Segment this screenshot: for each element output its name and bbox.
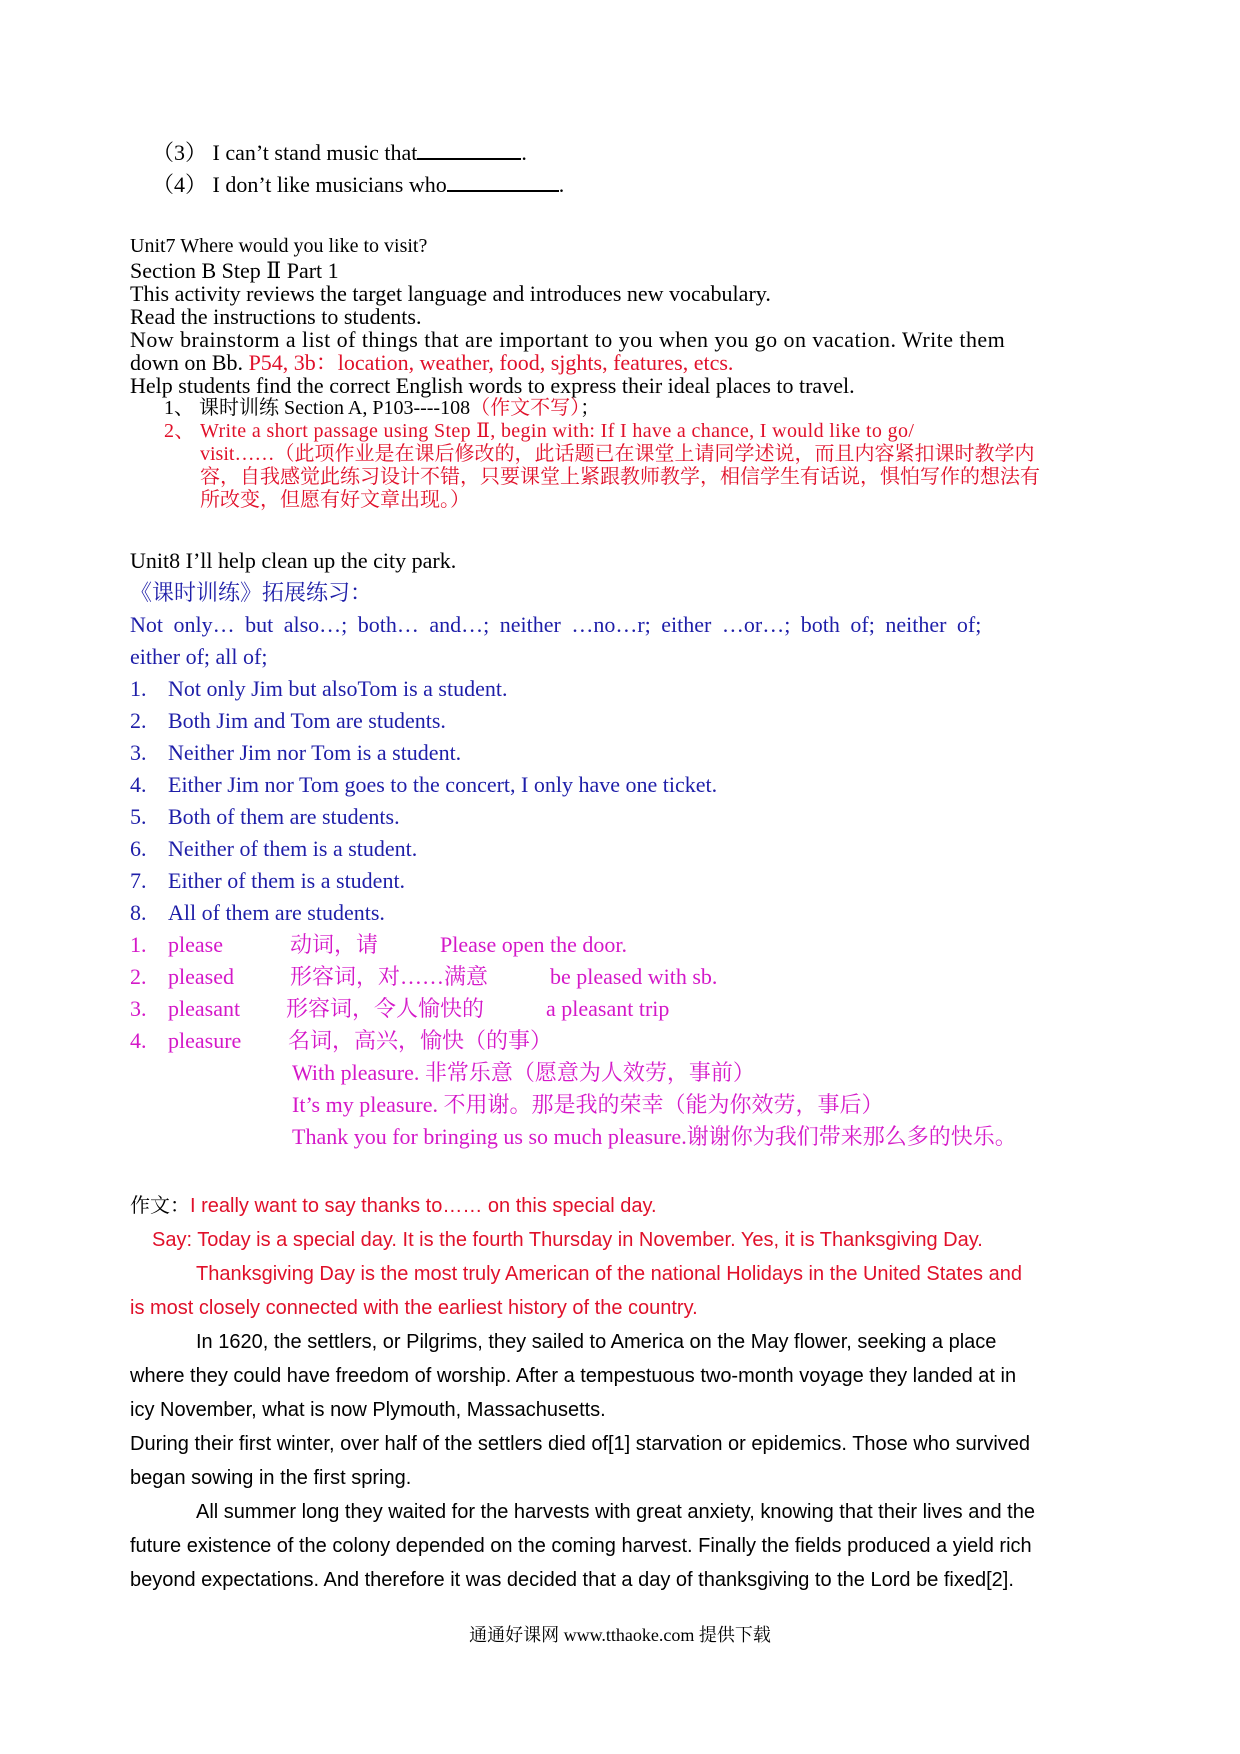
sentence-number: 7. [130,868,147,893]
word-example: Please open the door. [440,932,627,957]
word-row [130,966,1030,992]
essay-say: Say: Today is a special day. It is the fourth Thursday in November. Yes, it is Thanksgiving Day. [152,1229,983,1251]
word-meaning: 动词，请 [290,932,379,957]
sentence-text: Both of them are students. [168,804,400,829]
example-sentence [130,902,385,924]
example-sentence [130,742,461,764]
essay-paragraph: is most closely connected with the earliest history of the country. [130,1297,698,1319]
essay-prompt-text: I really want to say thanks to…… on this special day. [190,1195,657,1217]
sentence-number: 3. [130,740,147,765]
essay-paragraph: future existence of the colony depended on the coming harvest. Finally the fields produced a yield rich [130,1535,1032,1557]
example-sentence [130,806,400,828]
sentence-text: Either Jim nor Tom goes to the concert, I only have one ticket. [168,772,718,797]
example-sentence [130,838,417,860]
homework-item-cont: 所改变，但愿有好文章出现。） [200,489,470,511]
sentence-text: Neither Jim nor Tom is a student. [168,740,462,765]
word-meaning: 形容词，令人愉快的 [286,996,485,1021]
word: pleased [168,964,234,989]
sentence-text: Either of them is a student. [168,868,406,893]
page-footer: 通通好课网 www.tthaoke.com 提供下载 [469,1625,771,1645]
word-meaning: 形容词，对……满意 [290,964,489,989]
homework-text: 1、 课时训练 Section A, P103----108 [164,397,471,419]
word-number: 4. [130,1028,147,1053]
unit7-line: Read the instructions to students. [130,304,422,329]
essay-paragraph: All summer long they waited for the harvests with great anxiety, knowing that their lives and the [196,1501,1035,1523]
sentence-number: 6. [130,836,147,861]
practice-heading: 《课时训练》拓展练习： [130,580,373,605]
essay-label: 作文： [130,1195,190,1217]
item-text: I don’t like musicians who [212,172,447,197]
example-sentence [130,710,446,732]
example-sentence [130,678,507,700]
word-number: 3. [130,996,147,1021]
essay-paragraph: During their first winter, over half of the settlers died of[1] starvation or epidemics. Those who survived [130,1433,1031,1455]
sentence-number: 5. [130,804,147,829]
essay-paragraph: Thanksgiving Day is the most truly American of the national Holidays in the United States and [196,1263,1022,1285]
essay-prompt [130,1196,657,1216]
unit7-text: down on Bb. [130,350,244,375]
unit7-line: This activity reviews the target language and introduces new vocabulary. [130,281,771,306]
sentence-number: 4. [130,772,147,797]
pattern-list: Not only… but also…; both… and…; neither …no…r; either …or…; both of; neither of; [130,612,982,637]
word-meaning: 名词，高兴，愉快（的事） [288,1028,553,1053]
answer-blank[interactable] [417,136,521,160]
homework-item [164,398,600,418]
pleasure-phrase: With pleasure. 非常乐意（愿意为人效劳，事前） [292,1060,755,1085]
sentence-text: Not only Jim but alsoTom is a student. [168,676,508,701]
fill-in-item [152,168,564,196]
item-end: . [558,172,565,197]
word-number: 1. [130,932,147,957]
sentence-number: 8. [130,900,147,925]
pattern-list: either of; all of; [130,644,268,669]
essay-paragraph: In 1620, the settlers, or Pilgrims, they sailed to America on the May flower, seeking a place [196,1331,997,1353]
unit7-highlight: P54, 3b：location, weather, food, sjghts, features, etcs. [248,350,734,375]
word-example: be pleased with sb. [550,964,718,989]
unit7-line [130,352,733,374]
homework-item-cont: 容，自我感觉此练习设计不错，只要课堂上紧跟教师教学，相信学生有话说，惧怕写作的想法有 [200,466,1040,488]
fill-in-item [152,136,527,164]
example-sentence [130,774,717,796]
word-row [130,1030,1030,1056]
item-text: I can’t stand music that [212,140,418,165]
sentence-number: 1. [130,676,147,701]
sentence-text: Neither of them is a student. [168,836,418,861]
homework-note: （作文不写） [470,397,581,419]
word-row [130,998,1030,1024]
unit7-line: Now brainstorm a list of things that are important to you when you go on vacation. Write them [130,327,1006,352]
essay-paragraph: where they could have freedom of worship. After a tempestuous two-month voyage they landed at in [130,1365,1017,1387]
essay-paragraph: icy November, what is now Plymouth, Massachusetts. [130,1399,606,1421]
essay-paragraph: began sowing in the first spring. [130,1467,412,1489]
word: pleasant [168,996,241,1021]
sentence-text: Both Jim and Tom are students. [168,708,446,733]
homework-item: 2、 Write a short passage using Step Ⅱ, begin with: If I have a chance, I would like to go/ [164,420,915,442]
unit7-line: Help students find the correct English words to express their ideal places to travel. [130,373,855,398]
essay-paragraph: beyond expectations. And therefore it was decided that a day of thanksgiving to the Lord be fixed[2]. [130,1569,1014,1591]
word: please [168,932,223,957]
unit7-section: Section B Step Ⅱ Part 1 [130,258,339,283]
example-sentence [130,870,405,892]
pleasure-phrase: It’s my pleasure. 不用谢。那是我的荣幸（能为你效劳，事后） [292,1092,884,1117]
answer-blank[interactable] [447,168,559,192]
homework-end: ； [580,397,601,419]
unit8-title: Unit8 I’ll help clean up the city park. [130,548,457,573]
word-number: 2. [130,964,147,989]
sentence-text: All of them are students. [168,900,385,925]
unit7-title: Unit7 Where would you like to visit? [130,235,428,257]
sentence-number: 2. [130,708,147,733]
word-row [130,934,1030,960]
item-end: . [521,140,527,165]
item-number: （3） [152,140,208,165]
homework-item-cont: visit……（此项作业是在课后修改的，此话题已在课堂上请同学述说，而且内容紧扣课时教学内 [200,443,1035,465]
pleasure-phrase: Thank you for bringing us so much pleasure.谢谢你为我们带来那么多的快乐。 [292,1124,1017,1149]
word: pleasure [168,1028,242,1053]
item-number: （4） [152,172,208,197]
word-example: a pleasant trip [546,996,670,1021]
